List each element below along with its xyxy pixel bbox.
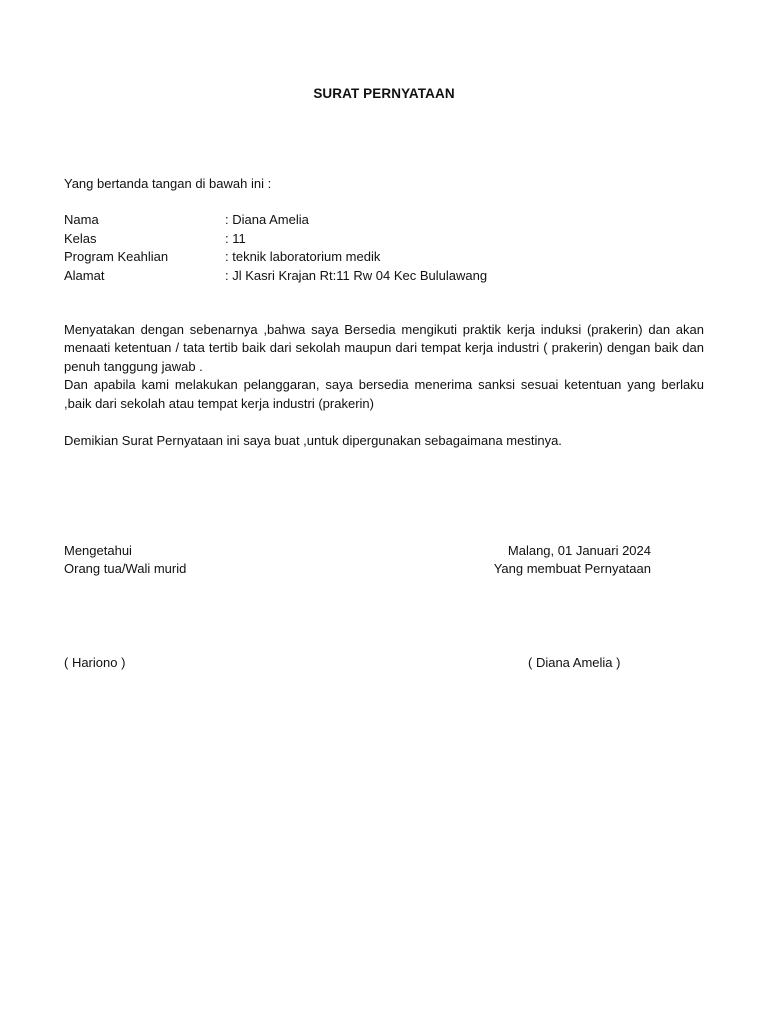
field-value: : Diana Amelia [225,212,309,227]
field-label: Alamat [64,267,105,283]
statement-paragraph: Menyatakan dengan sebenarnya ,bahwa saya Bersedia mengikuti praktik kerja induksi (prakerin) dan akan menaati ketentuan / tata tertib baik dari sekolah maupun dari tempat kerja industri ( prakerin) dengan baik dan penuh tanggung jawab . [64,322,704,374]
field-value: : Jl Kasri Krajan Rt:11 Rw 04 Kec Bululawang [225,267,488,283]
identity-fields [64,211,704,285]
document-title: SURAT PERNYATAAN [313,86,455,101]
signatory-name-right: ( Diana Amelia ) [528,655,621,670]
field-value: : 11 [225,230,246,246]
signature-role: Orang tua/Wali murid [64,560,187,576]
field-label: Program Keahlian [64,249,169,264]
statement-body [64,321,704,413]
field-label: Nama [64,212,99,227]
signature-block-right [494,542,651,577]
signature-block-left [64,542,186,577]
field-row-kelas [64,230,704,249]
signature-heading: Mengetahui [64,543,132,558]
field-row-alamat [64,267,704,286]
closing-text: Demikian Surat Pernyataan ini saya buat ,untuk dipergunakan sebagaimana mestinya. [64,433,562,448]
field-row-nama [64,211,704,230]
signature-role: Yang membuat Pernyataan [493,560,651,576]
statement-paragraph: Dan apabila kami melakukan pelanggaran, saya bersedia menerima sanksi sesuai ketentuan yang berlaku ,baik dari sekolah atau tempat kerja industri (prakerin) [64,377,704,411]
field-row-program-keahlian [64,248,704,267]
signature-date: Malang, 01 Januari 2024 [507,543,651,558]
signatory-name-left: ( Hariono ) [64,655,126,670]
intro-text: Yang bertanda tangan di bawah ini : [64,176,272,191]
field-label: Kelas [64,230,97,246]
field-value: : teknik laboratorium medik [225,249,381,264]
